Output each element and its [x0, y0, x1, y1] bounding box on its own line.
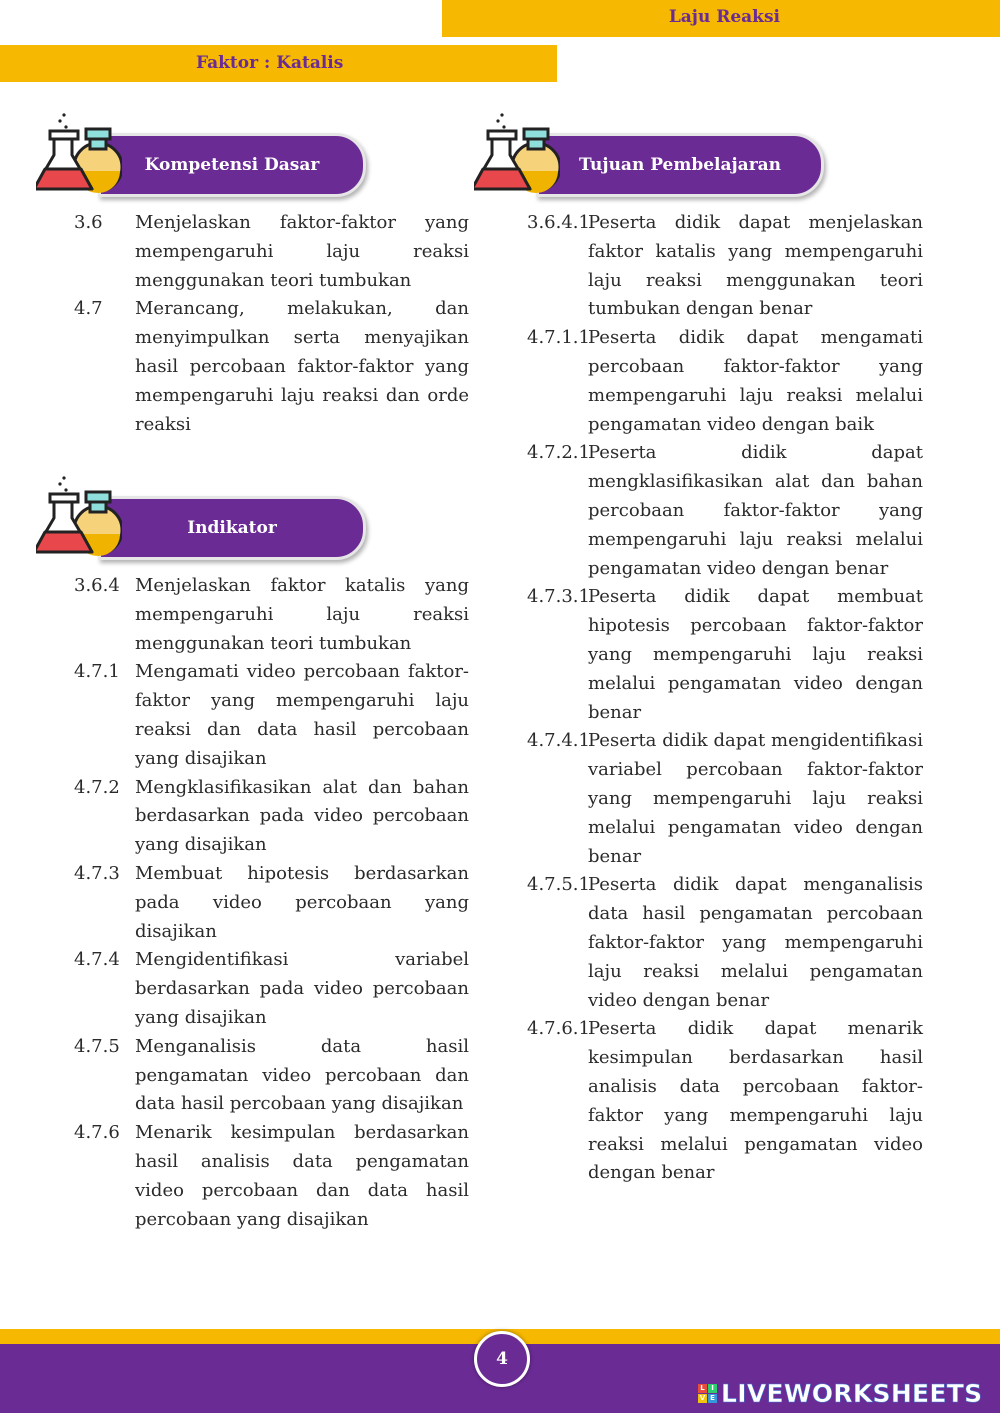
logo-letter: V	[699, 1393, 706, 1402]
item-text: Menjelaskan faktor katalis yang mempengaruhi laju reaksi menggunakan teori tumbukan	[135, 575, 469, 654]
flasks-icon	[36, 474, 122, 560]
item-text: Peserta didik dapat membuat hipotesis percobaan faktor-faktor yang mempengaruhi laju reaksi melalui pengamatan video dengan benar	[588, 586, 923, 723]
logo-wordmark: LIVEWORKSHEETS	[721, 1378, 983, 1408]
list-item	[74, 295, 469, 439]
item-number: 4.7.6.1	[527, 1018, 590, 1040]
item-text: Peserta didik dapat menjelaskan faktor katalis yang mempengaruhi laju reaksi menggunakan teori tumbukan dengan benar	[588, 212, 923, 320]
tujuan-heading	[474, 133, 824, 195]
list-item	[74, 946, 469, 1032]
item-number: 4.7.2	[74, 776, 120, 798]
item-text: Menjelaskan faktor-faktor yang mempengaruhi laju reaksi menggunakan teori tumbukan	[135, 212, 469, 291]
item-number: 4.7.5.1	[527, 874, 590, 896]
item-number: 4.7.3.1	[527, 586, 590, 608]
item-text: Membuat hipotesis berdasarkan pada video percobaan yang disajikan	[135, 862, 469, 942]
logo-letter: E	[708, 1394, 717, 1403]
tujuan-list	[527, 209, 923, 1188]
logo-letter-grid	[698, 1384, 717, 1403]
item-text: Peserta didik dapat mengklasifikasikan alat dan bahan percobaan faktor-faktor yang mempengaruhi laju reaksi melalui pengamatan video dengan benar	[588, 442, 923, 579]
kompetensi-heading	[36, 133, 366, 195]
item-text: Peserta didik dapat menganalisis data hasil pengamatan percobaan faktor-faktor yang mempengaruhi laju reaksi melalui pengamatan video dengan benar	[588, 874, 923, 1011]
kompetensi-title: Kompetensi Dasar	[98, 133, 366, 197]
item-text: Peserta didik dapat mengidentifikasi variabel percobaan faktor-faktor yang mempengaruhi laju reaksi melalui pengamatan video dengan benar	[588, 730, 923, 867]
topic-header-bar	[0, 45, 557, 82]
list-item	[74, 1119, 469, 1234]
item-text: Mengklasifikasikan alat dan bahan berdasarkan pada video percobaan yang disajikan	[135, 776, 469, 856]
item-text: Peserta didik dapat mengamati percobaan faktor-faktor yang mempengaruhi laju reaksi melalui pengamatan video dengan baik	[588, 327, 923, 435]
indikator-heading	[36, 496, 366, 558]
item-number: 4.7.1.1	[527, 327, 590, 349]
item-number: 4.7.4	[74, 949, 120, 971]
flasks-icon	[474, 111, 560, 197]
item-text: Mengamati video percobaan faktor-faktor yang mempengaruhi laju reaksi dan data hasil percobaan yang disajikan	[135, 661, 469, 769]
list-item	[74, 774, 469, 860]
item-number: 3.6.4.1	[527, 212, 590, 233]
item-number: 3.6.4	[74, 575, 120, 596]
item-number: 4.7.3	[74, 862, 120, 884]
kompetensi-list	[74, 209, 469, 439]
item-number: 4.7.5	[74, 1035, 120, 1057]
flasks-icon	[36, 111, 122, 197]
item-number: 4.7	[74, 298, 103, 320]
list-item	[74, 658, 469, 773]
liveworksheets-logo	[698, 1378, 982, 1408]
item-number: 3.6	[74, 212, 103, 233]
logo-letter: L	[698, 1384, 707, 1393]
list-item	[527, 324, 923, 439]
list-item	[527, 583, 923, 727]
list-item	[527, 871, 923, 1015]
chapter-header-bar	[442, 0, 1000, 37]
list-item	[527, 209, 923, 324]
list-item	[74, 860, 469, 946]
list-item	[527, 439, 923, 583]
list-item	[527, 1015, 923, 1188]
list-item	[74, 572, 469, 658]
list-item	[74, 209, 469, 295]
item-number: 4.7.6	[74, 1122, 120, 1144]
indikator-title: Indikator	[98, 496, 366, 560]
chapter-title: Laju Reaksi	[668, 7, 780, 27]
logo-letter: I	[708, 1384, 717, 1393]
list-item	[527, 727, 923, 871]
item-number: 4.7.2.1	[527, 442, 590, 464]
item-number: 4.7.4.1	[527, 730, 590, 752]
item-text: Menganalisis data hasil pengamatan video percobaan dan data hasil percobaan yang disajikan	[135, 1035, 469, 1115]
item-text: Merancang, melakukan, dan menyimpulkan serta menyajikan hasil percobaan faktor-faktor yang mempengaruhi laju reaksi dan orde reaksi	[135, 298, 469, 435]
topic-title: Faktor : Katalis	[196, 53, 344, 73]
list-item	[74, 1033, 469, 1119]
item-text: Peserta didik dapat menarik kesimpulan berdasarkan hasil analisis data percobaan faktor-faktor yang mempengaruhi laju reaksi melalui pengamatan video dengan benar	[588, 1018, 923, 1184]
tujuan-title: Tujuan Pembelajaran	[536, 133, 824, 197]
item-text: Menarik kesimpulan berdasarkan hasil analisis data pengamatan video percobaan dan data hasil percobaan yang disajikan	[135, 1122, 469, 1230]
item-number: 4.7.1	[74, 661, 120, 683]
item-text: Mengidentifikasi variabel berdasarkan pada video percobaan yang disajikan	[135, 949, 469, 1028]
indikator-list	[74, 572, 469, 1234]
page-number: 4	[474, 1331, 530, 1387]
